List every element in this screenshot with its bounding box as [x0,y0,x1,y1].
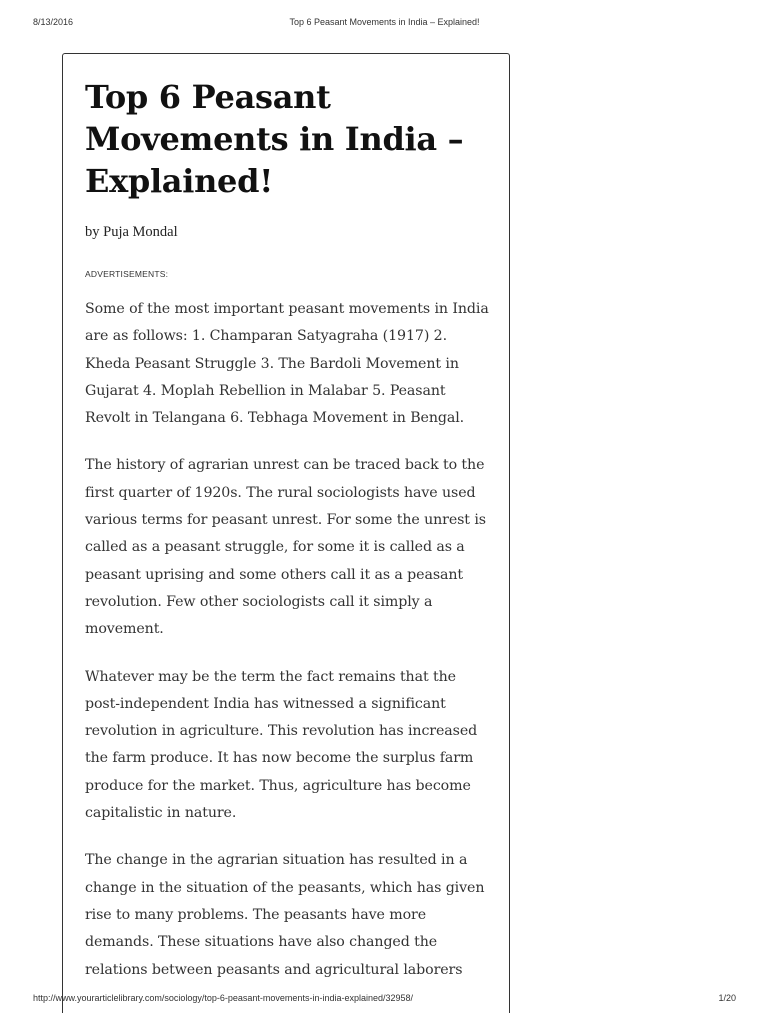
paragraph-1: Some of the most important peasant movements in India are as follows: 1. Champaran Satyagraha (1917) 2. Kheda Peasant Struggle 3. The Bardoli Movement in Gujarat 4. Moplah Rebellion in Malabar 5. Peasant Revolt in Telangana 6. Tebhaga Movement in Bengal. [85,301,489,427]
print-url[interactable]: http://www.yourarticlelibrary.com/sociology/top-6-peasant-movements-in-india-explained/32958/ [33,993,414,1003]
paragraph-3: Whatever may be the term the fact remains that the post-independent India has witnessed a significant revolution in agriculture. This revolution has increased the farm produce. It has now become the surplus farm produce for the market. Thus, agriculture has become capitalistic in nature. [85,668,478,822]
article-content [85,76,493,1004]
print-date: 8/13/2016 [33,17,74,27]
article-card [62,53,510,1013]
advertisements-label: ADVERTISEMENTS: [85,269,169,279]
article-body [85,296,493,984]
paragraph-4: The change in the agrarian situation has resulted in a change in the situation of the peasants, which has given rise to many problems. The peasants have more demands. These situations have also changed the relations between peasants and agricultural laborers [85,852,485,978]
article-title: Top 6 Peasant Movements in India – Explained! [85,78,464,200]
page-number: 1/20 [718,993,736,1003]
byline[interactable]: by Puja Mondal [85,224,178,240]
paragraph-2: The history of agrarian unrest can be traced back to the first quarter of 1920s. The rural sociologists have used various terms for peasant unrest. For some the unrest is called as a peasant struggle, for some it is called as a peasant uprising and some others call it as a peasant revolution. Few other sociologists call it simply a movement. [85,457,486,638]
print-doc-title: Top 6 Peasant Movements in India – Explained! [289,17,480,27]
print-header [33,17,736,31]
print-footer [33,993,736,1007]
